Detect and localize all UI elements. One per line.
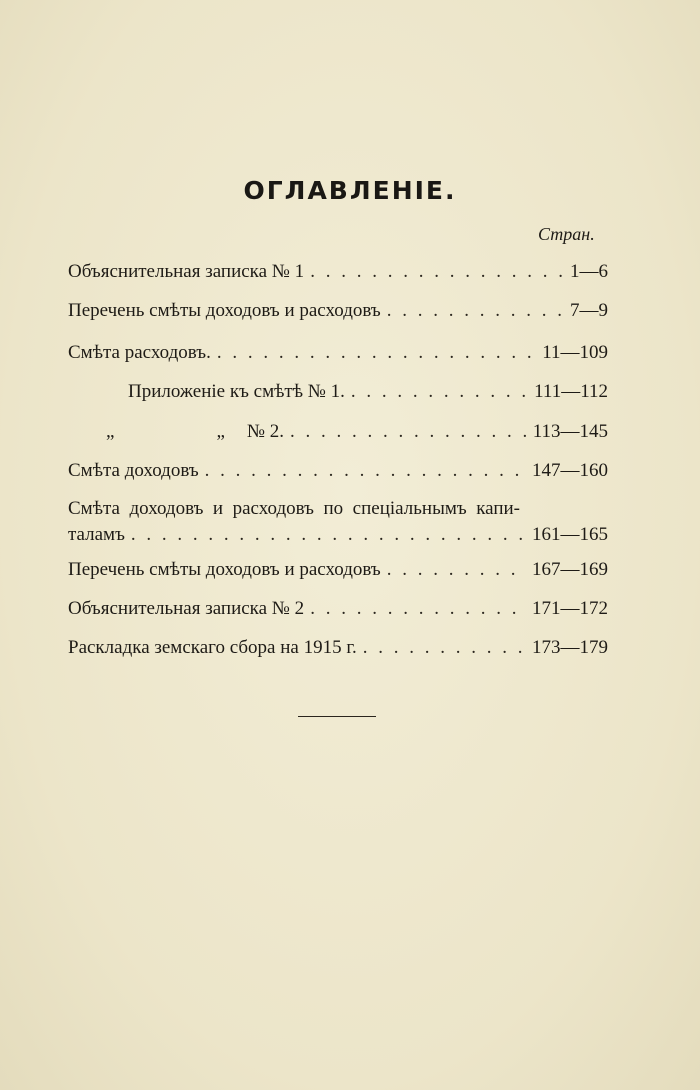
- dot-leader: [363, 636, 526, 660]
- dot-leader: [290, 420, 527, 444]
- toc-entry-pages: 1—6: [570, 261, 608, 282]
- toc-entry-label: [68, 420, 284, 444]
- toc-entry-label: Перечень смѣты доходовъ и расходовъ: [68, 559, 381, 580]
- dot-leader: [217, 341, 536, 365]
- toc-entry-pages: 161—165: [532, 524, 608, 545]
- dot-leader: [310, 597, 526, 621]
- toc-entry-pages: 171—172: [532, 598, 608, 619]
- toc-entry: [68, 341, 608, 365]
- toc-entry-label: Перечень смѣты доходовъ и расходовъ: [68, 300, 381, 321]
- dot-leader: [310, 260, 564, 284]
- dot-leader: [205, 459, 526, 483]
- toc-entry-label-line1: Смѣта доходовъ и расходовъ по спеціальнымъ капи-: [68, 498, 520, 519]
- toc-entry: [68, 299, 608, 323]
- closing-rule: [298, 716, 376, 717]
- toc-entry-label: Раскладка земскаго сбора на 1915 г.: [68, 637, 357, 658]
- ditto-mark: „: [106, 421, 115, 442]
- toc-entry-pages: 7—9: [570, 300, 608, 321]
- ditto-mark: „: [216, 421, 225, 442]
- toc-entry: [68, 260, 608, 284]
- toc-entry-label: Смѣта доходовъ: [68, 460, 199, 481]
- toc-entry-label: Смѣта расходовъ.: [68, 342, 211, 363]
- toc-entry-label: Объяснительная записка № 2: [68, 598, 305, 619]
- dot-leader: [131, 523, 526, 547]
- toc-entry-label-line2: таламъ: [68, 524, 125, 545]
- toc-entry-pages: 11—109: [542, 342, 608, 363]
- toc-entry: [68, 497, 608, 547]
- toc-entry-pages: 111—112: [534, 381, 608, 402]
- toc-entry-label: Приложеніе къ смѣтѣ № 1.: [128, 381, 345, 402]
- page-title: ОГЛАВЛЕНІЕ.: [243, 176, 457, 205]
- toc-entry-label: Объяснительная записка № 1: [68, 261, 305, 282]
- toc-entry-pages: 173—179: [532, 637, 608, 658]
- toc-entry-number: № 2.: [246, 421, 285, 442]
- toc-entry: [68, 636, 608, 660]
- pages-column-header: Стран.: [538, 224, 595, 244]
- toc-entry: [68, 558, 608, 582]
- dot-leader: [387, 558, 526, 582]
- toc-subentry: [68, 420, 608, 444]
- toc-entry: [68, 459, 608, 483]
- toc-entry: [68, 597, 608, 621]
- dot-leader: [387, 299, 564, 323]
- toc-entry-pages: 113—145: [532, 421, 608, 442]
- toc-entry-pages: 167—169: [532, 559, 608, 580]
- toc-entry-pages: 147—160: [532, 460, 608, 481]
- dot-leader: [351, 380, 528, 404]
- toc-subentry: [128, 380, 608, 404]
